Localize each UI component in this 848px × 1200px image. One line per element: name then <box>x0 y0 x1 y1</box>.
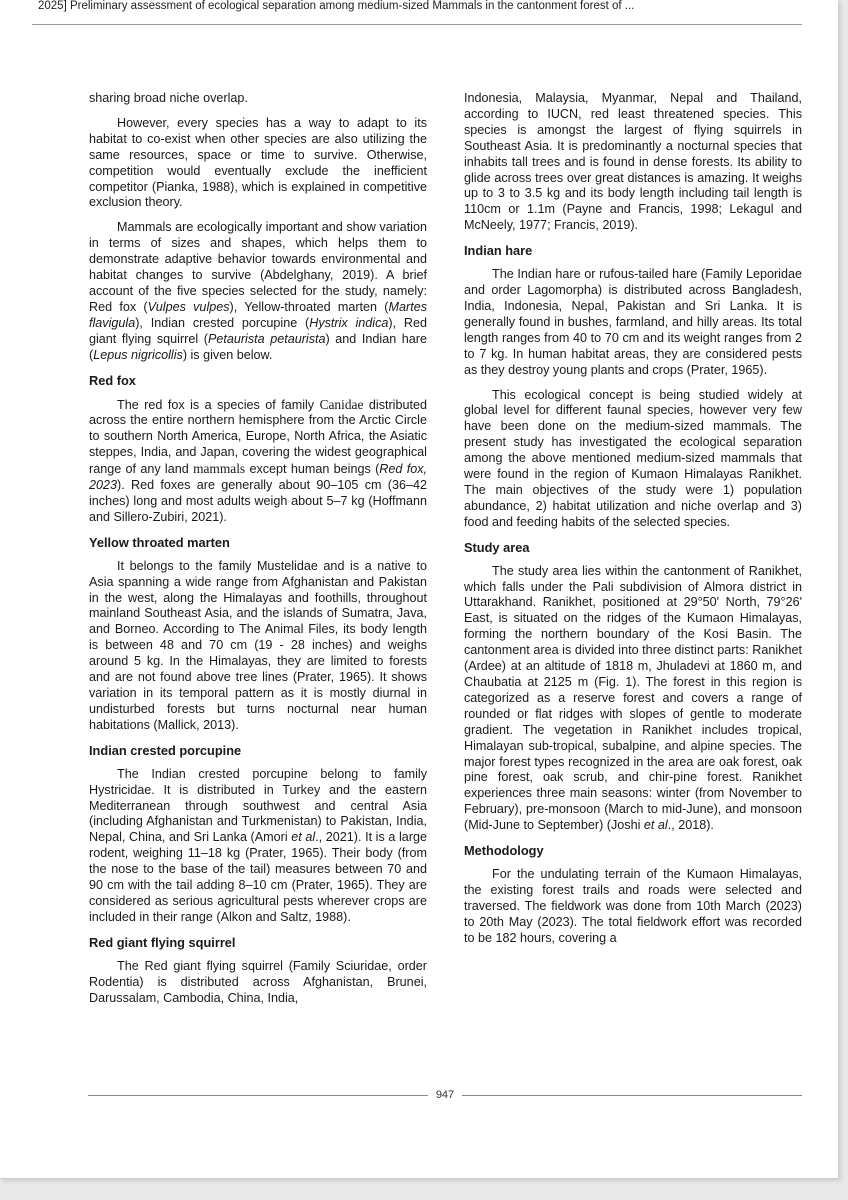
paragraph: The Indian crested porcupine belong to family Hystricidae. It is distributed in Turkey and the eastern Mediterranean through southwest and central Asia (including Afghanistan and Turkmenistan) to Pakistan, India, Nepal, China, and Sri Lanka (Amori et al., 2021). It is a large rodent, weighing 11–18 kg (Prater, 1965). Their body (from the nose to the base of the tail) measures between 70 and 90 cm with the tail adding 8–10 cm (Prater, 1965). They are considered as serious agricultural pests wherever crops are included in their range (Alkon and Saltz, 1988). <box>89 766 427 924</box>
running-header: 2025] Preliminary assessment of ecological separation among medium-sized Mammals in the cantonment forest of ... <box>38 0 635 12</box>
footer-rule-left <box>88 1095 428 1096</box>
section-heading: Red fox <box>89 372 136 388</box>
section-heading: Methodology <box>464 843 544 859</box>
section-heading: Indian hare <box>464 243 533 259</box>
paragraph: sharing broad niche overlap. <box>89 91 248 105</box>
section-heading: Red giant flying squirrel <box>89 934 236 950</box>
footer-rule-right <box>462 1095 802 1096</box>
paragraph: The Red giant flying squirrel (Family Sciuridae, order Rodentia) is distributed across Afghanistan, Brunei, Darussalam, Cambodia, China, India, <box>89 958 427 1005</box>
paragraph: The Indian hare or rufous-tailed hare (Family Leporidae and order Lagomorpha) is distributed across Bangladesh, India, Indonesia, Nepal, Pakistan and Sri Lanka. It is generally found in bushes, farmland, and hilly areas. Its total length ranges from 40 to 70 cm and its weight ranges from 2 to 7 kg. In human habitat areas, they are considered pests as they destroy young plants and crops (Prater, 1965). <box>464 267 802 377</box>
left-column <box>89 91 427 1007</box>
section-heading: Study area <box>464 539 530 555</box>
paragraph: It belongs to the family Mustelidae and is a native to Asia spanning a wide range from Afghanistan and Pakistan in the west, along the Himalayas and foothills, throughout mainland Southeast Asia, and the islands of Sumatra, Java, and Borneo. According to The Animal Files, its body length is between 48 and 70 cm (19 - 28 inches) and weighs around 5 kg. In the Himalayas, they are limited to forests and are not found above tree lines (Prater, 1965). It shows variation in its temporal pattern as it is mostly diurnal in undisturbed forests but turns nocturnal near human habitations (Mallick, 2013). <box>89 558 427 732</box>
page-number: 947 <box>435 1089 455 1101</box>
right-column <box>464 91 802 947</box>
paragraph: The study area lies within the cantonment of Ranikhet, which falls under the Pali subdivision of Almora district in Uttarakhand. Ranikhet, positioned at 29°50' North, 79°26' East, is situated on the ridges of the Kumaon Himalayas, forming the northern boundary of the Kosi Basin. The cantonment area is divided into three distinct parts: Ranikhet (Ardee) at an altitude of 1818 m, Jhuladevi at 1860 m, and Chaubatia at 2125 m (Fig. 1). The forest in this region is categorized as a reserve forest and covers a range of rounded or flat ridges with slopes of gentle to moderate gradient. The vegetation in Ranikhet includes tropical, Himalayan sub-tropical, subalpine, and alpine species. The major forest types recognized in the area are oak forest, oak pine forest, oak scrub, and chir-pine forest. Ranikhet experiences three main seasons: winter (from November to February), pre-monsoon (March to mid-June), and monsoon (Mid-June to September) (Joshi et al., 2018). <box>464 563 802 833</box>
section-heading: Indian crested porcupine <box>89 742 242 758</box>
paragraph: The red fox is a species of family Canidae distributed across the entire northern hemisphere from the Arctic Circle to southern North America, Europe, North Africa, the Asiatic steppes, India, and Japan, covering the widest geographical range of any land mammals except human beings (Red fox, 2023). Red foxes are generally about 90–105 cm (36–42 inches) long and most adults weigh about 5–7 kg (Hoffmann and Sillero-Zubiri, 2021). <box>89 396 428 524</box>
header-rule <box>32 24 802 25</box>
section-heading: Yellow throated marten <box>89 534 230 550</box>
paragraph: For the undulating terrain of the Kumaon Himalayas, the existing forest trails and roads were selected and traversed. The fieldwork was done from 10th March (2023) to 20th May (2023). The total fieldwork effort was recorded to be 182 hours, covering a <box>464 867 802 945</box>
paragraph: This ecological concept is being studied widely at global level for different faunal species, however very few have been done on the medium-sized mammals. The present study has investigated the ecological separation among the above mentioned medium-sized mammals that were found in the region of Kumaon Himalayas Ranikhet. The main objectives of the study were 1) population abundance, 2) habitat utilization and niche overlap and 3) food and feeding habits of the selected species. <box>464 387 802 529</box>
paragraph: Mammals are ecologically important and show variation in terms of sizes and shapes, which helps them to demonstrate adaptive behavior towards environmental and habitat changes to survive (Abdelghany, 2019). A brief account of the five species selected for the study, namely: Red fox (Vulpes vulpes), Yellow-throated marten (Martes flavigula), Indian crested porcupine (Hystrix indica), Red giant flying squirrel (Petaurista petaurista) and Indian hare (Lepus nigricollis) is given below. <box>89 220 427 362</box>
paragraph: However, every species has a way to adapt to its habitat to co-exist when other species are also utilizing the same resources, space or time to survive. Otherwise, competition would eventually exclude the inefficient competitor (Pianka, 1988), which is explained in competitive exclusion theory. <box>89 115 427 210</box>
paragraph: Indonesia, Malaysia, Myanmar, Nepal and Thailand, according to IUCN, red least threatened species. This species is amongst the largest of flying squirrels in Southeast Asia. It is predominantly a nocturnal species that inhabits tall trees and is found in dense forests. Its ability to glide across trees over great distances is amazing. It weighs up to 3 to 3.5 kg and its body length including tail length is 110cm or 1.1m (Payne and Francis, 1998; Lekagul and McNeely, 1977; Francis, 2019). <box>464 91 802 233</box>
